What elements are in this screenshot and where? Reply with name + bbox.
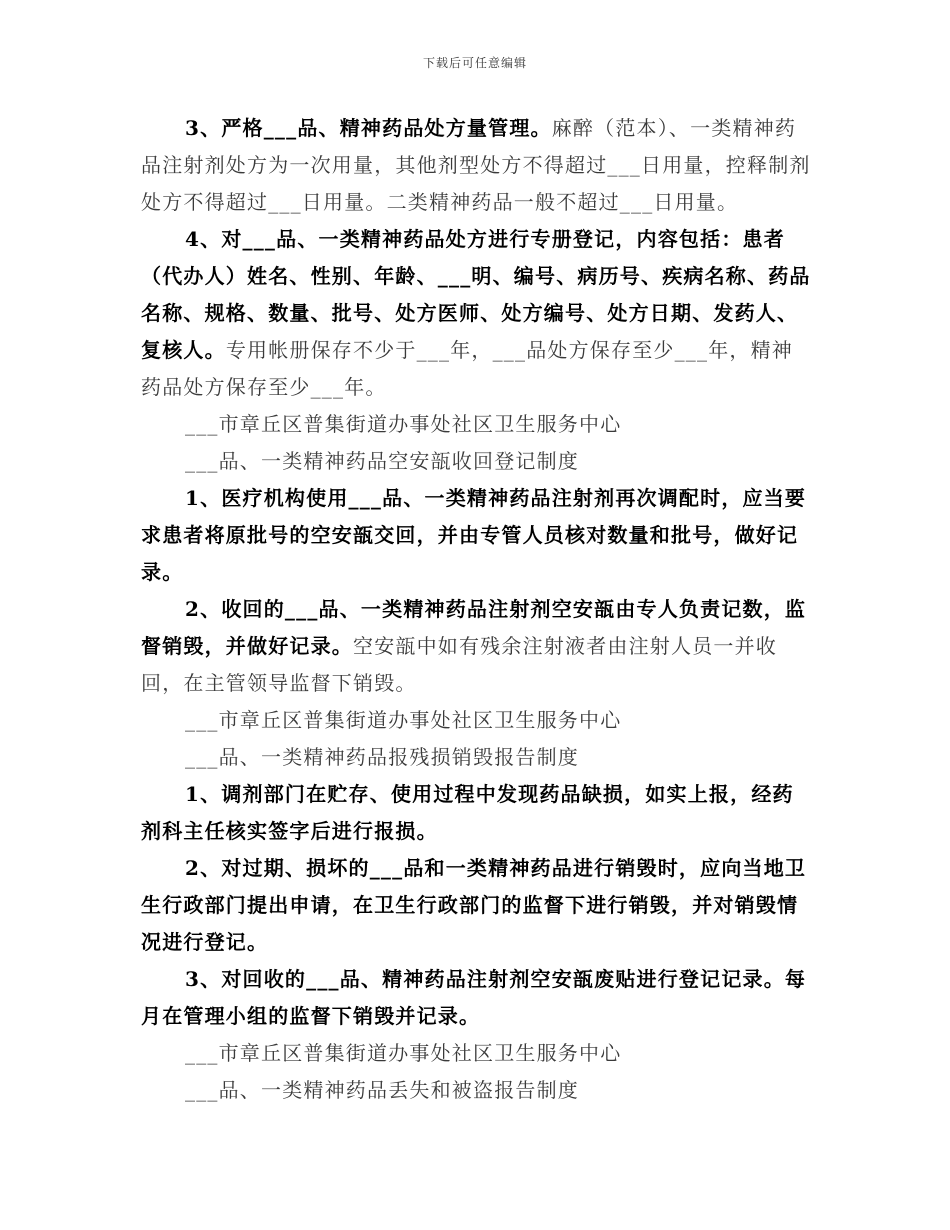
paragraph-normal-text: ___品、一类精神药品丢失和被盗报告制度 [185,1078,579,1102]
paragraph-normal-text: 麻醉（范本）、一类精神药品注射剂处方为一次用量，其他剂型处方不得超过___日用量，控释制剂处方不得超过___日用量。二类精神药品一般不超过___日用量。 [141,116,811,214]
section-title-damage-report [141,739,813,776]
section-title-ampoule-recovery [141,443,813,480]
paragraph-ampoule-destruction [141,591,813,702]
paragraph-damage-report [141,776,813,850]
paragraph-bold-text: 4、对___品、一类精神药品处方进行专册登记，内容包括：患者（代办人）姓名、性别、年龄、___明、编号、病历号、疾病名称、药品名称、规格、数量、批号、处方医师、处方编号、处方日期、发药人、复核人。 [141,227,811,362]
paragraph-bold-text: 2、对过期、损坏的___品和一类精神药品进行销毁时，应向当地卫生行政部门提出申请，在卫生行政部门的监督下进行销毁，并对销毁情况进行登记。 [141,856,807,954]
document-body [141,110,813,1109]
paragraph-normal-text: ___市章丘区普集街道办事处社区卫生服务中心 [185,412,622,436]
paragraph-normal-text: ___品、一类精神药品空安瓿收回登记制度 [185,449,579,473]
paragraph-bold-text: 1、医疗机构使用___品、一类精神药品注射剂再次调配时，应当要求患者将原批号的空安瓿交回，并由专管人员核对数量和批号，做好记录。 [141,486,807,584]
paragraph-normal-text: ___品、一类精神药品报残损销毁报告制度 [185,745,579,769]
paragraph-institution-name [141,406,813,443]
paragraph-expired-destruction [141,850,813,961]
paragraph-bold-text: 1、调剂部门在贮存、使用过程中发现药品缺损，如实上报，经药剂科主任核实签字后进行报损。 [141,782,794,843]
paragraph-bold-text: 3、对回收的___品、精神药品注射剂空安瓿废贴进行登记记录。每月在管理小组的监督下销毁并记录。 [141,967,807,1028]
paragraph-normal-text: ___市章丘区普集街道办事处社区卫生服务中心 [185,1041,622,1065]
paragraph-bold-text: 2、收回的___品、一类精神药品注射剂空安瓿由专人负责记数，监督销毁，并做好记录。 [141,597,807,658]
paragraph-normal-text: 专用帐册保存不少于___年，___品处方保存至少___年，精神药品处方保存至少___年。 [141,338,794,399]
section-title-loss-theft-report [141,1072,813,1109]
paragraph-recovered-ampoule-record [141,961,813,1035]
page-header: 下载后可任意编辑 [422,56,527,70]
paragraph-prescription-register [141,221,813,406]
paragraph-institution-name [141,702,813,739]
paragraph-institution-name [141,1035,813,1072]
paragraph-normal-text: ___市章丘区普集街道办事处社区卫生服务中心 [185,708,622,732]
paragraph-bold-text: 3、严格___品、精神药品处方量管理。 [185,116,552,140]
paragraph-ampoule-return [141,480,813,591]
paragraph-prescription-limits [141,110,813,221]
paragraph-normal-text: 空安瓿中如有残余注射液者由注射人员一并收回，在主管领导监督下销毁。 [141,634,777,695]
